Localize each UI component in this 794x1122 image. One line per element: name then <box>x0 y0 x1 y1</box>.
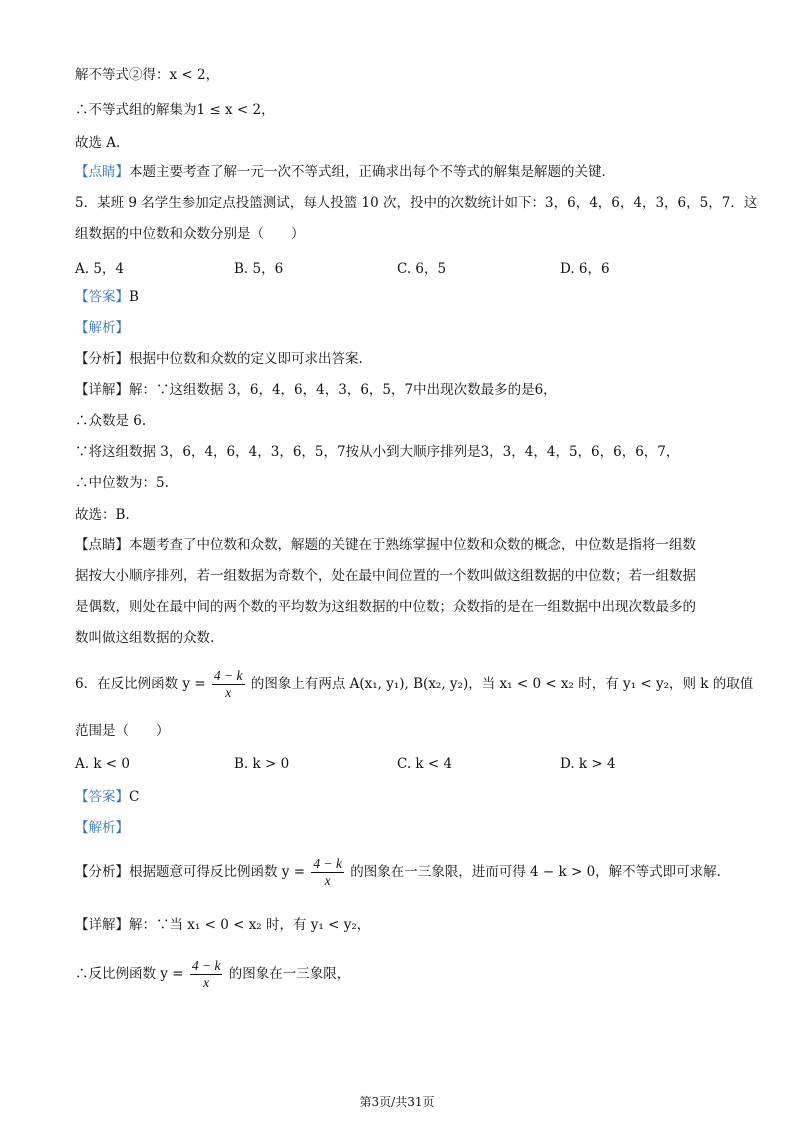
text-line: 故选 A． <box>75 135 130 151</box>
text-span: 的图象上有两点 A(x₁, y₁), B(x₂, y₂)，当 x₁ < 0 < x₂ 时，有 y₁ < y₂，则 k 的取值 <box>250 676 754 692</box>
text-span: 根据题意可得反比例函数 y = <box>129 864 306 880</box>
fraction <box>212 668 245 701</box>
fraction-denominator: x <box>225 685 232 700</box>
text-line: 是偶数，则处在最中间的两个数的平均数为这组数据的中位数；众数指的是在一组数据中出现次数最多的 <box>75 599 696 615</box>
fraction-denominator: x <box>324 873 331 888</box>
text-span: 根据中位数和众数的定义即可求出答案. <box>129 351 363 367</box>
text-line: 据按大小顺序排列，若一组数据为奇数个，处在最中间位置的一个数叫做这组数据的中位数；若一组数据 <box>75 568 696 584</box>
text-line: ∴不等式组的解集为1 ≤ x < 2， <box>75 102 275 118</box>
remark-line <box>75 536 696 554</box>
text-span: 的图象在一三象限，进而可得 4 − k > 0，解不等式即可求解. <box>350 864 721 880</box>
text-line <box>75 958 350 991</box>
text-span: 本题主要考查了解一元一次不等式组，正确求出每个不等式的解集是解题的关键． <box>129 164 615 180</box>
text-line: 解不等式②得：x < 2， <box>75 67 220 83</box>
answer-value: C <box>129 789 140 805</box>
analysis-line <box>75 350 363 368</box>
fraction <box>311 856 344 889</box>
text-span: 本题考查了中位数和众数，解题的关键在于熟练掌握中位数和众数的概念，中位数是指将一组数 <box>129 537 696 553</box>
tag-label: 【分析】 <box>75 351 129 367</box>
jiexi-label: 【解析】 <box>75 820 129 836</box>
answer-line <box>75 788 139 806</box>
tag-label: 【答案】 <box>75 789 129 805</box>
option-b: B. k > 0 <box>234 756 290 772</box>
option-b: B. 5，6 <box>234 261 284 277</box>
option-c: C. k < 4 <box>397 756 453 772</box>
text-line: 数叫做这组数据的众数. <box>75 630 215 646</box>
fraction-numerator: 4 − k <box>313 856 342 871</box>
analysis-line <box>75 856 721 889</box>
text-span: 的图象在一三象限， <box>228 966 351 982</box>
fraction-numerator: 4 − k <box>191 958 221 973</box>
question-6-line-2: 范围是（ ） <box>75 723 170 739</box>
fraction-numerator: 4 − k <box>213 668 243 683</box>
fraction <box>190 958 223 991</box>
text-line: ∴中位数为：5. <box>75 475 169 491</box>
question-5-line-2: 组数据的中位数和众数分别是（ ） <box>75 226 305 242</box>
text-line <box>75 163 615 181</box>
text-span: 解：∵这组数据 3，6，4，6，4，3，6，5，7中出现次数最多的是6， <box>129 382 557 398</box>
tag-label: 【分析】 <box>75 864 129 880</box>
option-d: D. k > 4 <box>560 756 616 772</box>
answer-value: B <box>129 289 139 305</box>
tag-label: 【点睛】 <box>75 164 129 180</box>
text-span: 解：∵当 x₁ < 0 < x₂ 时，有 y₁ < y₂， <box>129 917 371 933</box>
option-d: D. 6，6 <box>560 261 610 277</box>
detail-line <box>75 381 557 399</box>
text-line: ∵将这组数据 3，6，4，6，4，3，6，5，7按从小到大顺序排列是3，3，4，4，5，6，6，6，7， <box>75 444 680 460</box>
tag-label: 【点睛】 <box>75 537 129 553</box>
jiexi-label: 【解析】 <box>75 320 129 336</box>
text-line: ∴众数是 6. <box>75 413 147 429</box>
option-c: C. 6，5 <box>397 261 447 277</box>
option-a: A. 5，4 <box>75 261 125 277</box>
detail-line <box>75 916 370 934</box>
answer-line <box>75 288 139 306</box>
question-5-line-1: 5．某班 9 名学生参加定点投篮测试，每人投篮 10 次，投中的次数统计如下：3，6，4，6，4，3，6，5，7．这 <box>75 195 758 211</box>
question-6-line-1 <box>75 668 753 701</box>
tag-label: 【详解】 <box>75 382 129 398</box>
text-span: ∴反比例函数 y = <box>75 966 184 982</box>
page-footer: 第3页/共31页 <box>359 1095 435 1109</box>
fraction-denominator: x <box>203 975 210 990</box>
text-line: 故选：B. <box>75 507 130 523</box>
text-span: 6．在反比例函数 y = <box>75 676 206 692</box>
tag-label: 【详解】 <box>75 917 129 933</box>
option-a: A. k < 0 <box>75 756 130 772</box>
tag-label: 【答案】 <box>75 289 129 305</box>
